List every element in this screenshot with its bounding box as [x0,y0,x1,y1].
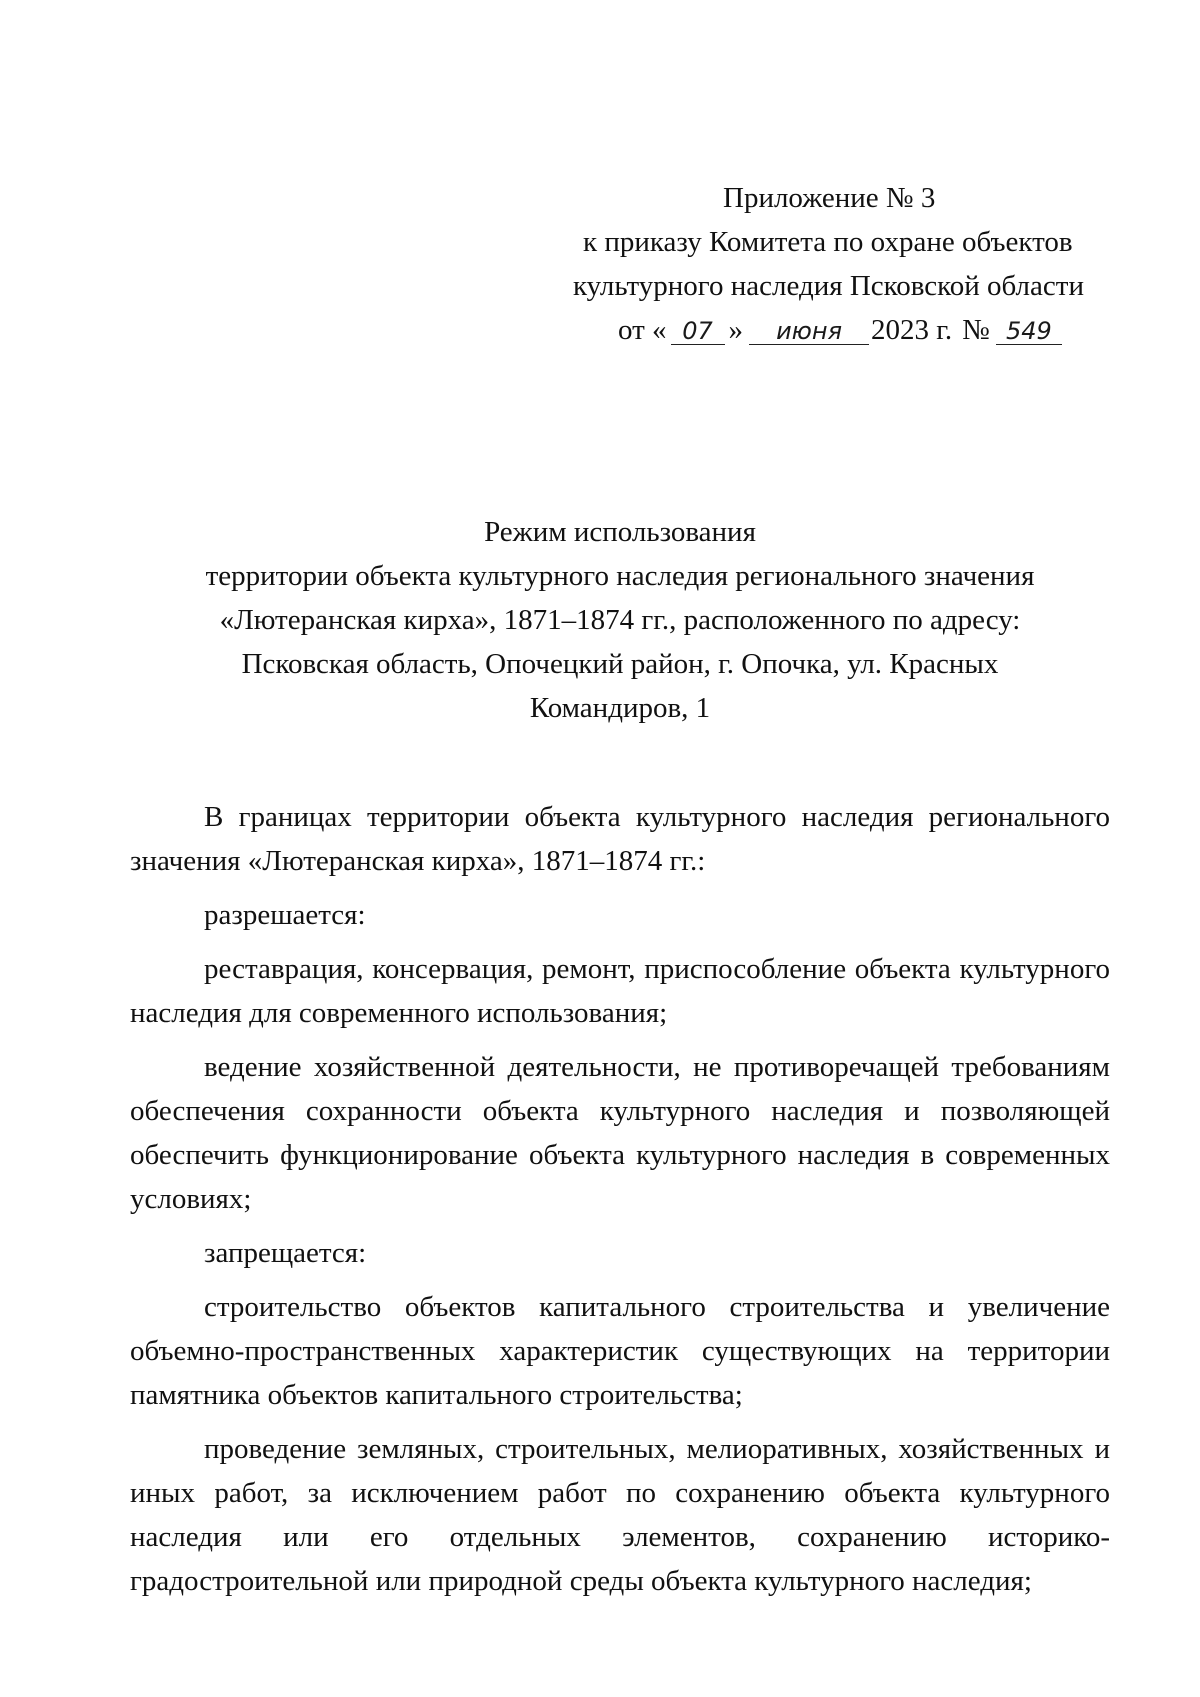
document-title [150,510,1090,730]
forbidden-item-2: проведение земляных, строительных, мелиоративных, хозяйственных и иных работ, за исключением работ по сохранению объекта культурного наследия или его отдельных элементов, сохранению историко-градостроительной или природной среды объекта культурного наследия; [130,1433,1110,1597]
appendix-number: Приложение № 3 [723,182,936,214]
number-label: № [962,314,990,346]
title-line-2: территории объекта культурного наследия регионального значения [205,560,1035,592]
title-line-3: «Лютеранская кирха», 1871–1874 гг., расположенного по адресу: [219,604,1021,636]
forbidden-item-1: строительство объектов капитального строительства и увеличение объемно-пространственных характеристик существующих на территории памятника объектов капитального строительства; [130,1291,1110,1411]
appendix-date-line [540,308,1130,352]
appendix-header [540,176,1130,352]
title-line-4: Псковская область, Опочецкий район, г. Опочка, ул. Красных [241,648,999,680]
date-prefix: от « [618,314,667,346]
allowed-item-1: реставрация, консервация, ремонт, приспособление объекта культурного наследия для современного использования; [130,953,1110,1029]
date-mid: » [728,314,744,346]
order-number-handwritten: 549 [996,318,1062,345]
date-year: 2023 г. [871,314,953,346]
allowed-label: разрешается: [204,899,366,931]
forbidden-label: запрещается: [204,1237,367,1269]
document-body [130,795,1110,1613]
intro-paragraph: В границах территории объекта культурного наследия регионального значения «Лютеранская кирха», 1871–1874 гг.: [130,801,1110,877]
appendix-committee: культурного наследия Псковской области [573,270,1084,302]
allowed-item-2: ведение хозяйственной деятельности, не противоречащей требованиям обеспечения сохранности объекта культурного наследия и позволяющей обеспечить функционирование объекта культурного наследия в современных условиях; [130,1051,1110,1215]
date-day-handwritten: 07 [671,318,725,345]
date-month-handwritten: июня [749,318,869,345]
title-line-5: Командиров, 1 [529,692,711,724]
appendix-order-ref: к приказу Комитета по охране объектов [583,226,1073,258]
title-line-1: Режим использования [484,516,756,548]
